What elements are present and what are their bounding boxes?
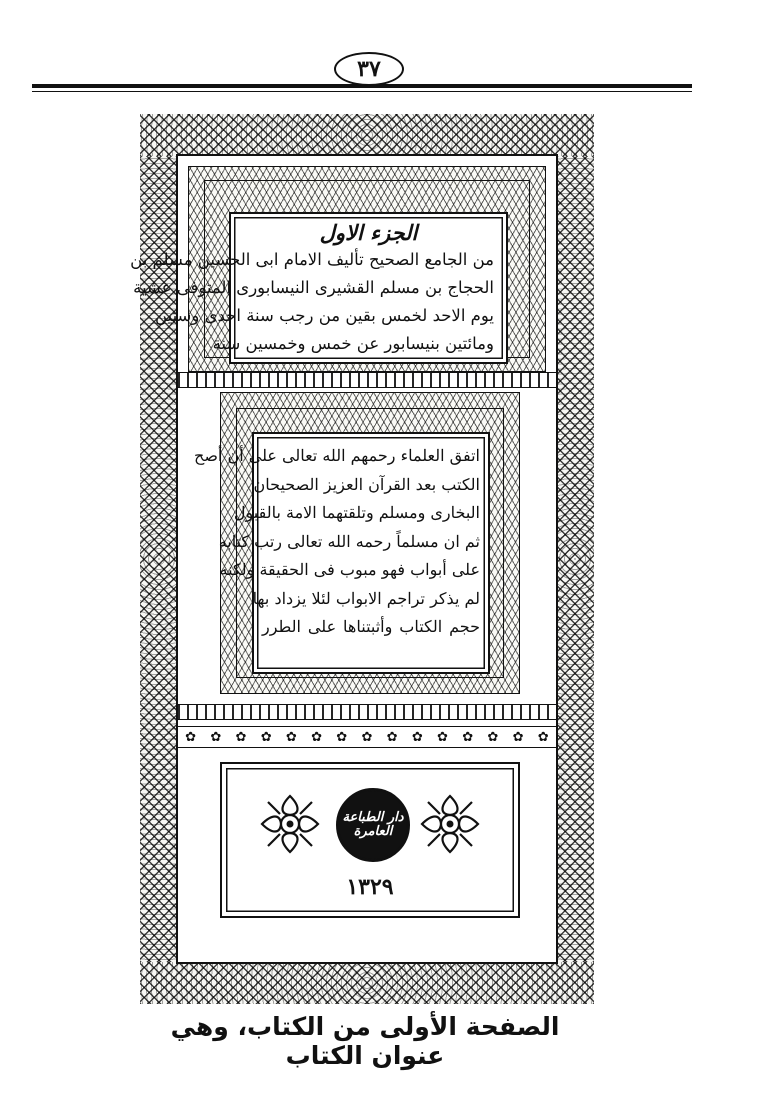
rosette-icon: ✿	[311, 729, 322, 745]
rosette-icon: ✿	[336, 729, 348, 745]
volume-heading: الجزء الاول	[319, 220, 418, 245]
page-number: ٣٧	[334, 52, 404, 86]
rosette-icon: ✿	[462, 729, 474, 745]
rosette-icon: ✿	[512, 729, 524, 745]
body-lines	[194, 442, 480, 642]
body-line: اتفق العلماء رحمهم الله تعالى على أن أصح	[194, 446, 480, 465]
publication-year: ١٣٢٩	[346, 874, 394, 900]
colophon-block	[220, 762, 520, 918]
body-line: ثم ان مسلماً رحمه الله تعالى رتب كتابه	[218, 531, 480, 551]
rosette-row	[178, 726, 556, 748]
ornamental-border-bottom	[140, 962, 594, 1004]
press-seal: دار الطباعة العامرة	[336, 788, 410, 862]
ornamental-border-top	[140, 114, 594, 156]
title-page-plate	[130, 114, 594, 1004]
body-line: لم يذكر تراجم الابواب لئلا يزداد بها	[252, 588, 480, 608]
title-line: يوم الاحد لخمس بقين من رجب سنة احدى وستين	[155, 306, 494, 325]
separator-strip	[178, 372, 556, 388]
rosette-icon: ✿	[487, 729, 499, 745]
rosette-icon: ✿	[235, 729, 247, 745]
separator-strip	[178, 704, 556, 720]
rosette-icon: ✿	[411, 729, 423, 745]
rosette-icon: ✿	[361, 729, 373, 745]
body-line: البخارى ومسلم وتلقتهما الامة بالقبول	[233, 503, 480, 522]
body-line: الكتب بعد القرآن العزيز الصحيحان	[253, 474, 480, 494]
ornamental-border-right	[556, 156, 594, 962]
body-line: على أبواب فهو مبوب فى الحقيقة ولكنه	[219, 560, 480, 579]
title-line: ومائتين بنيسابور عن خمس وخمسين سنة	[212, 334, 494, 353]
rosette-icon: ✿	[260, 729, 272, 745]
arabesque-ornament-icon	[418, 792, 482, 856]
body-line: حجم الكتاب وأثبتناها على الطرر	[262, 617, 480, 636]
figure-caption: الصفحة الأولى من الكتاب، وهي عنوان الكتاب	[170, 1012, 560, 1070]
rosette-icon: ✿	[386, 729, 398, 745]
body-block	[194, 432, 490, 674]
title-line: من الجامع الصحيح تأليف الامام ابى الحسين مسلم بن	[130, 250, 494, 269]
title-line: الحجاج بن مسلم القشيرى النيسابورى المتوفى عشية	[133, 278, 494, 297]
rosette-icon: ✿	[185, 729, 197, 745]
rosette-icon: ✿	[437, 729, 448, 745]
title-block	[130, 212, 508, 364]
arabesque-ornament-icon	[258, 792, 322, 856]
header-rule-thin	[32, 91, 692, 92]
rosette-icon: ✿	[285, 729, 297, 745]
rosette-icon: ✿	[537, 729, 549, 745]
title-lines	[130, 246, 494, 358]
rosette-icon: ✿	[210, 729, 222, 745]
